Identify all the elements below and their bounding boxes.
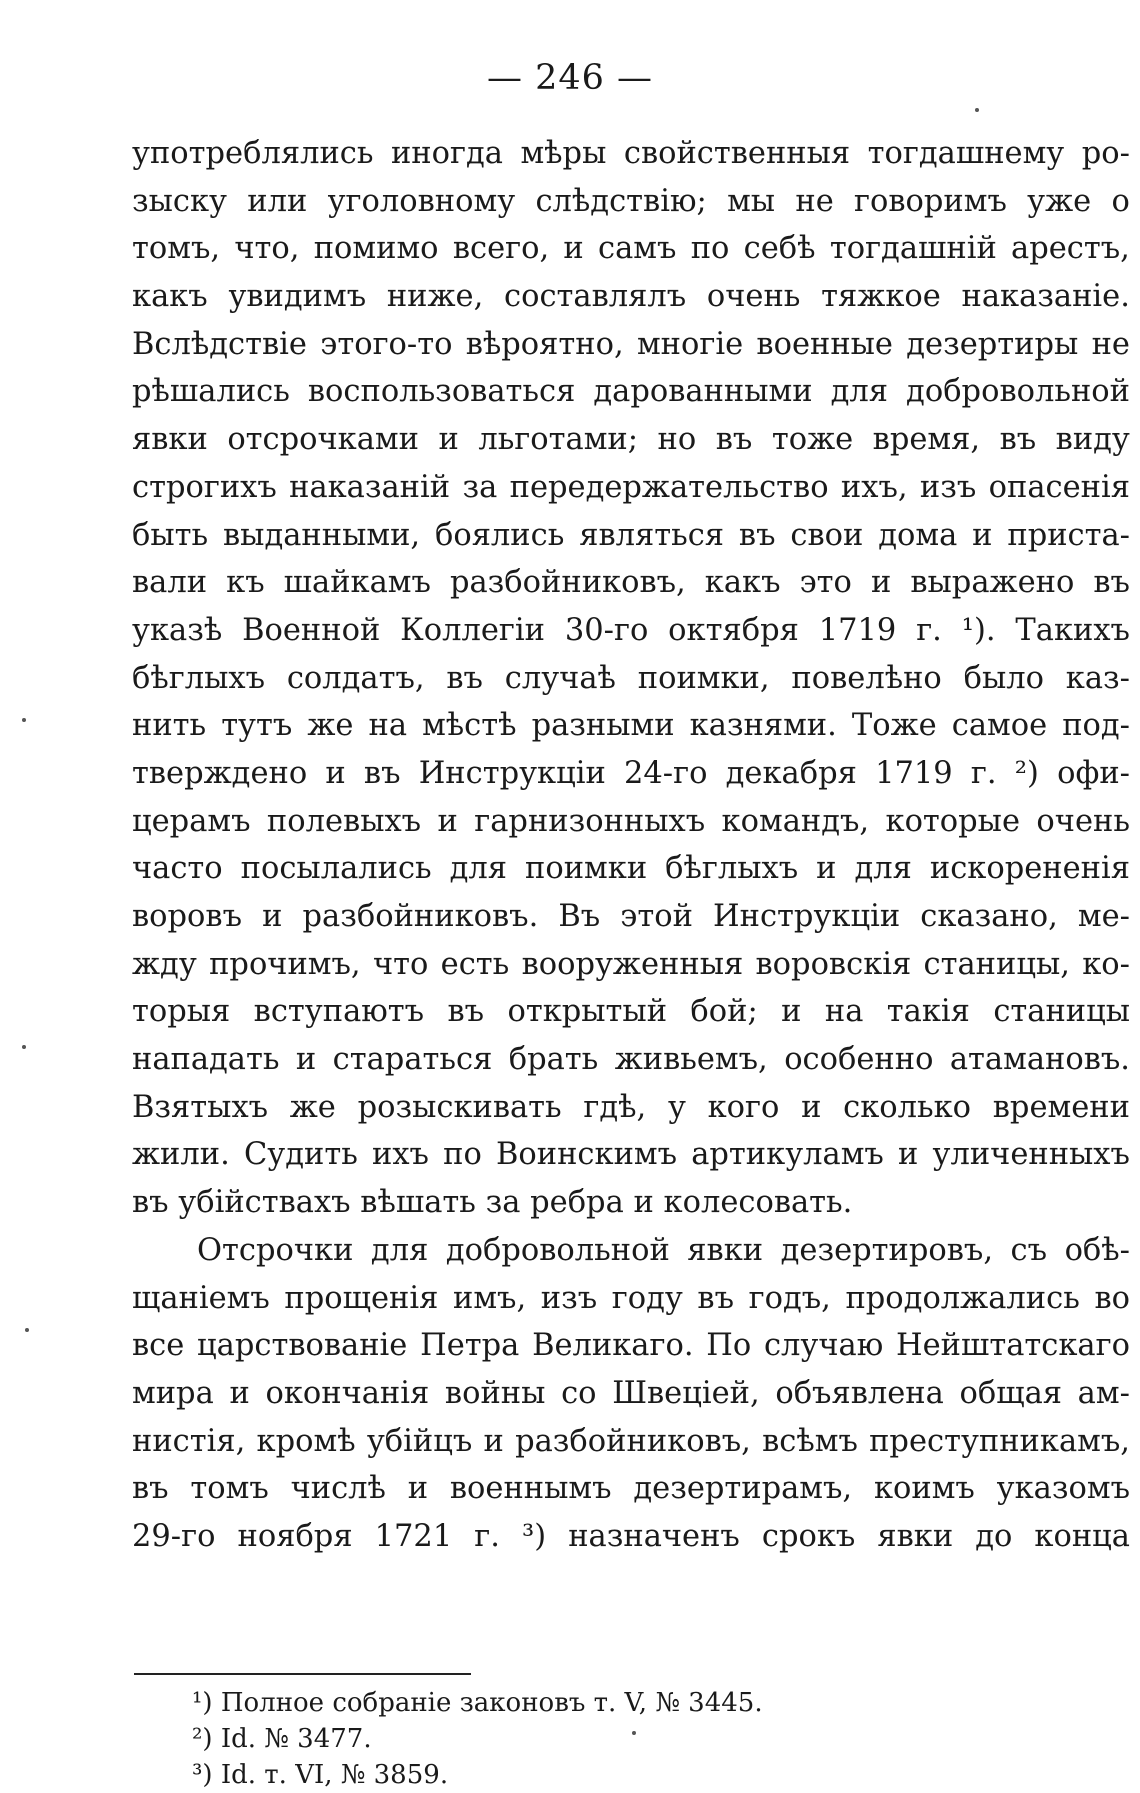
word: колесовать. (663, 1185, 853, 1221)
word: томъ (190, 1471, 269, 1507)
word: открытый (507, 994, 668, 1030)
word: гдѣ, (583, 1089, 647, 1125)
word: времени (992, 1089, 1130, 1125)
text-line (132, 1465, 1130, 1513)
page-number: — 246 — (486, 58, 654, 98)
word: брать (508, 1042, 599, 1078)
body-text (132, 130, 1130, 1561)
word: свои (790, 517, 864, 553)
word: же (307, 708, 354, 744)
word: въ (999, 422, 1037, 458)
word: добровольной (445, 1232, 670, 1268)
word: убійствахъ (178, 1185, 351, 1221)
word: для (854, 851, 912, 887)
word: Отсрочки (197, 1232, 354, 1268)
word: съ (1010, 1232, 1048, 1268)
word: въ (447, 994, 485, 1030)
word: изъ (919, 469, 977, 505)
word: солдатъ, (286, 660, 425, 696)
word: и (801, 1089, 822, 1125)
word: продолжались (845, 1280, 1080, 1316)
text-line (132, 702, 1130, 750)
scan-speck (975, 108, 979, 112)
word: станицы (993, 994, 1130, 1030)
word: какъ (704, 565, 781, 601)
text-line (132, 1418, 1130, 1466)
word: кого (707, 1089, 780, 1125)
word: военнымъ (449, 1471, 612, 1507)
word: мира (132, 1375, 214, 1411)
word: выданными, (223, 517, 421, 553)
word: и (262, 899, 283, 934)
word: свойственныя (623, 136, 851, 171)
word: и (870, 565, 892, 601)
word: въ (446, 660, 483, 696)
word: и (898, 1137, 919, 1173)
word: шайкамъ (283, 565, 431, 601)
word: 1719 (818, 612, 897, 648)
word: ниже, (386, 279, 484, 315)
word: году (611, 1280, 683, 1316)
word: и (407, 1471, 429, 1507)
footnote-mark: ¹) (192, 1688, 213, 1718)
word: было (963, 660, 1044, 696)
footnote (192, 1721, 1092, 1757)
word: ро- (1081, 136, 1130, 171)
word: ихъ, (840, 469, 908, 505)
word: ко- (1082, 946, 1130, 982)
word: жду (132, 946, 197, 982)
word: тяжкое (821, 279, 941, 315)
word: вѣшать (360, 1185, 476, 1221)
word: по (443, 1137, 482, 1173)
word: ¹). (961, 612, 996, 648)
word: что (372, 946, 429, 982)
word: бѣглыхъ (665, 851, 799, 887)
footnote-text: Полное собраніе законовъ т. V, № 3445. (220, 1688, 763, 1718)
word: поимки, (637, 660, 770, 696)
word: случаѣ (504, 660, 616, 696)
word: дезертирамъ, (633, 1471, 853, 1507)
word: въ (132, 1185, 169, 1221)
word: тверждено (132, 755, 308, 791)
word: торыя (132, 994, 231, 1030)
word: для (449, 851, 508, 887)
word: строгихъ (132, 469, 277, 505)
word: въ (715, 422, 753, 458)
text-line (132, 225, 1130, 273)
word: ребра (530, 1185, 624, 1221)
text-line (132, 988, 1130, 1036)
word: разбойниковъ. (302, 899, 539, 934)
word: для (370, 1232, 429, 1268)
word: станицы, (923, 946, 1070, 982)
word: дезертиры (906, 326, 1079, 362)
word: и (295, 1042, 317, 1078)
word: Инструкціи (713, 899, 901, 934)
word: о (1111, 183, 1130, 219)
word: употреблялись (132, 136, 374, 171)
word: уголовному (327, 183, 516, 219)
word: ³) (522, 1518, 547, 1554)
word: ихъ (372, 1137, 429, 1173)
word: командъ, (721, 803, 870, 839)
word: тогдашній (829, 231, 997, 267)
word: 24-го (624, 755, 708, 791)
word: на (824, 994, 864, 1030)
word: по (690, 231, 730, 267)
word: числѣ (290, 1471, 386, 1507)
text-line (132, 1513, 1130, 1561)
text-line (132, 1131, 1130, 1179)
word: дома (878, 517, 958, 553)
word: гарнизонныхъ (474, 803, 706, 839)
word: Нейштатскаго (896, 1328, 1130, 1364)
word: выражено (910, 565, 1075, 601)
word: ноября (237, 1518, 353, 1554)
word: очень (1036, 803, 1130, 839)
word: это (799, 565, 852, 601)
word: у (667, 1089, 686, 1125)
scan-speck (632, 1731, 636, 1735)
word: быть (132, 517, 209, 553)
word: Инструкціи (418, 755, 606, 791)
word: уже (1027, 183, 1092, 219)
word: очень (706, 279, 801, 315)
word: войны (444, 1375, 546, 1411)
word: Швеціей, (612, 1375, 760, 1411)
word: арестъ, (1011, 231, 1130, 267)
word: стараться (332, 1042, 493, 1078)
word: являться (579, 517, 725, 553)
word: со (561, 1375, 597, 1411)
word: отсрочками (227, 422, 419, 458)
word: Воинскимъ (496, 1137, 678, 1173)
text-line (132, 512, 1130, 560)
word: Военной (242, 612, 381, 648)
word: и (438, 422, 459, 458)
scan-speck (22, 718, 26, 722)
footnote (192, 1685, 1092, 1721)
word: жили. (132, 1137, 230, 1173)
word: и (229, 1375, 250, 1411)
word: вооруженныя (521, 946, 744, 982)
word: 30-го (564, 612, 649, 648)
word: и (816, 851, 837, 887)
word: мѣры (520, 136, 607, 171)
footnote-mark: ²) (192, 1724, 213, 1754)
word: нить (132, 708, 207, 744)
text-line (132, 798, 1130, 846)
footnote-text: Id. № 3477. (220, 1724, 372, 1754)
word: для (830, 374, 889, 410)
text-line (132, 750, 1130, 798)
word: зыску (132, 183, 227, 219)
text-line (132, 273, 1130, 321)
word: и (781, 994, 802, 1030)
word: искорененія (929, 851, 1130, 887)
word: Коллегіи (400, 612, 545, 648)
word: октября (668, 612, 799, 648)
word: и (563, 231, 584, 267)
word: тогдашнему (867, 136, 1065, 171)
text-line (132, 845, 1130, 893)
word: что, (234, 231, 300, 267)
word: обѣ- (1064, 1232, 1130, 1268)
word: конца (1034, 1518, 1130, 1554)
word: дарованными (593, 374, 813, 410)
word: наказаній (289, 469, 451, 505)
word: сколько (843, 1089, 972, 1125)
word: прощенія (284, 1280, 439, 1316)
word: и (483, 1423, 504, 1459)
text-line (132, 1036, 1130, 1084)
word: приста- (1007, 517, 1130, 553)
word: бой; (690, 994, 758, 1030)
word: въ (132, 1471, 169, 1507)
word: помимо (313, 231, 439, 267)
word: есть (440, 946, 510, 982)
word: мы (727, 183, 776, 219)
word: под- (1062, 708, 1130, 744)
text-line (132, 607, 1130, 655)
word: посылались (240, 851, 432, 887)
text-line (132, 893, 1130, 941)
word: 1719 (875, 755, 953, 791)
text-line (132, 130, 1130, 178)
word: окончанія (265, 1375, 430, 1411)
text-line (132, 941, 1130, 989)
word: сказано, (920, 899, 1058, 934)
word: нападать (132, 1042, 280, 1078)
word: томъ, (132, 231, 221, 267)
word: боялись (434, 517, 565, 553)
word: тутъ (221, 708, 293, 744)
word: за (485, 1185, 521, 1221)
word: себѣ (743, 231, 816, 267)
word: увидимъ (228, 279, 367, 315)
word: офи- (1057, 755, 1130, 791)
word: Судить (243, 1137, 358, 1173)
scan-speck (22, 1045, 26, 1049)
word: церамъ (132, 803, 251, 839)
word: льготами; (478, 422, 639, 458)
word: явки (132, 422, 208, 458)
word: объявлена (775, 1375, 944, 1411)
word: щаніемъ (132, 1280, 270, 1316)
word: нистія, (132, 1423, 246, 1459)
word: воспользоваться (307, 374, 576, 410)
text-line (132, 1370, 1130, 1418)
word: и (437, 803, 458, 839)
word: рѣшались (132, 374, 290, 410)
word: кромѣ (256, 1423, 356, 1459)
word: составлялъ (504, 279, 687, 315)
word: особенно (784, 1042, 934, 1078)
text-line (132, 655, 1130, 703)
word: коимъ (873, 1471, 975, 1507)
word: слѣдствію; (535, 183, 707, 219)
word: срокъ (761, 1518, 856, 1554)
word: атамановъ. (949, 1042, 1130, 1078)
word: разбойниковъ, (515, 1423, 751, 1459)
word: годъ, (748, 1280, 831, 1316)
word: на (368, 708, 408, 744)
word: этого-то (320, 326, 453, 362)
word: назначенъ (568, 1518, 740, 1554)
word: передержательство (509, 469, 829, 505)
word: время, (872, 422, 981, 458)
word: г. (916, 612, 942, 648)
word: ²) (1014, 755, 1039, 791)
word: имъ, (452, 1280, 527, 1316)
word: многіе (636, 326, 744, 362)
footnote-text: Id. т. VI, № 3859. (220, 1760, 449, 1790)
word: Великаго. (532, 1328, 694, 1364)
text-line (132, 559, 1130, 607)
word: дезертировъ, (780, 1232, 994, 1268)
word: убійцъ (366, 1423, 473, 1459)
text-line (132, 368, 1130, 416)
word: не (1091, 326, 1130, 362)
word: и (325, 755, 346, 791)
text-line (132, 178, 1130, 226)
word: часто (132, 851, 223, 887)
footnote-mark: ³) (192, 1760, 213, 1790)
word: указомъ (996, 1471, 1130, 1507)
word: добровольной (906, 374, 1130, 410)
word: Вслѣдствіе (132, 326, 307, 362)
text-line (132, 1322, 1130, 1370)
word: въ (697, 1280, 734, 1316)
word: уличенныхъ (932, 1137, 1130, 1173)
word: Петра (420, 1328, 520, 1364)
word: разбойниковъ, (449, 565, 686, 601)
word: такія (886, 994, 970, 1030)
footnote (192, 1757, 1092, 1793)
word: все (132, 1328, 185, 1364)
text-line (132, 1084, 1130, 1132)
word: опасенія (988, 469, 1130, 505)
word: въ (1093, 565, 1130, 601)
word: ме- (1077, 899, 1130, 934)
word: самъ (598, 231, 677, 267)
word: каз- (1065, 660, 1130, 696)
text-line-paragraph-end (132, 1179, 1130, 1227)
word: г. (970, 755, 997, 791)
word: преступникамъ, (869, 1423, 1130, 1459)
word: наказаніе. (961, 279, 1130, 315)
word: виду (1055, 422, 1130, 458)
word: живьемъ, (614, 1042, 768, 1078)
word: военные (756, 326, 893, 362)
footnotes (192, 1685, 1092, 1793)
word: же (289, 1089, 336, 1125)
word: царствованіе (197, 1328, 408, 1364)
word: казнями. (689, 708, 837, 744)
word: г. (474, 1518, 500, 1554)
word: вступаютъ (253, 994, 425, 1030)
word: всего, (452, 231, 550, 267)
word: указѣ (132, 612, 223, 648)
word: полевыхъ (266, 803, 422, 839)
text-line-paragraph-start (132, 1227, 1130, 1275)
word: этой (620, 899, 693, 934)
word: которые (885, 803, 1021, 839)
word: ам- (1077, 1375, 1130, 1411)
word: воровъ (132, 899, 242, 934)
word: въ (738, 517, 776, 553)
word: явки (687, 1232, 764, 1268)
word: общая (959, 1375, 1062, 1411)
word: во (1094, 1280, 1130, 1316)
word: бѣглыхъ (132, 660, 265, 696)
text-line (132, 416, 1130, 464)
word: въ (363, 755, 401, 791)
word: къ (226, 565, 265, 601)
footnote-separator (134, 1673, 471, 1675)
word: Тоже (851, 708, 937, 744)
word: какъ (132, 279, 208, 315)
word: самое (951, 708, 1048, 744)
word: случаю (763, 1328, 884, 1364)
word: разными (531, 708, 675, 744)
word: прочимъ, (209, 946, 361, 982)
word: всѣмъ (762, 1423, 858, 1459)
word: 29-го (132, 1518, 216, 1554)
word: Такихъ (1015, 612, 1130, 648)
word: 1721 (374, 1518, 453, 1554)
word: декабря (725, 755, 857, 791)
word: мѣстѣ (422, 708, 517, 744)
word: но (657, 422, 697, 458)
word: повелѣно (791, 660, 942, 696)
word: розыскивать (357, 1089, 562, 1125)
word: воровскія (755, 946, 912, 982)
word: вѣроятно, (465, 326, 624, 362)
word: иногда (390, 136, 503, 171)
word: Взятыхъ (132, 1089, 269, 1125)
word: и (972, 517, 993, 553)
word: артикуламъ (691, 1137, 884, 1173)
word: явки (877, 1518, 954, 1554)
word: за (462, 469, 498, 505)
word: поимки (525, 851, 648, 887)
word: не (795, 183, 834, 219)
word: Въ (558, 899, 601, 934)
word: вали (132, 565, 208, 601)
word: и (633, 1185, 654, 1221)
word: говоримъ (854, 183, 1007, 219)
text-line (132, 464, 1130, 512)
text-line (132, 321, 1130, 369)
word: до (975, 1518, 1013, 1554)
word: или (247, 183, 308, 219)
text-line (132, 1275, 1130, 1323)
word: тоже (771, 422, 854, 458)
word: По (706, 1328, 752, 1364)
word: изъ (540, 1280, 598, 1316)
scan-speck (25, 1328, 29, 1332)
